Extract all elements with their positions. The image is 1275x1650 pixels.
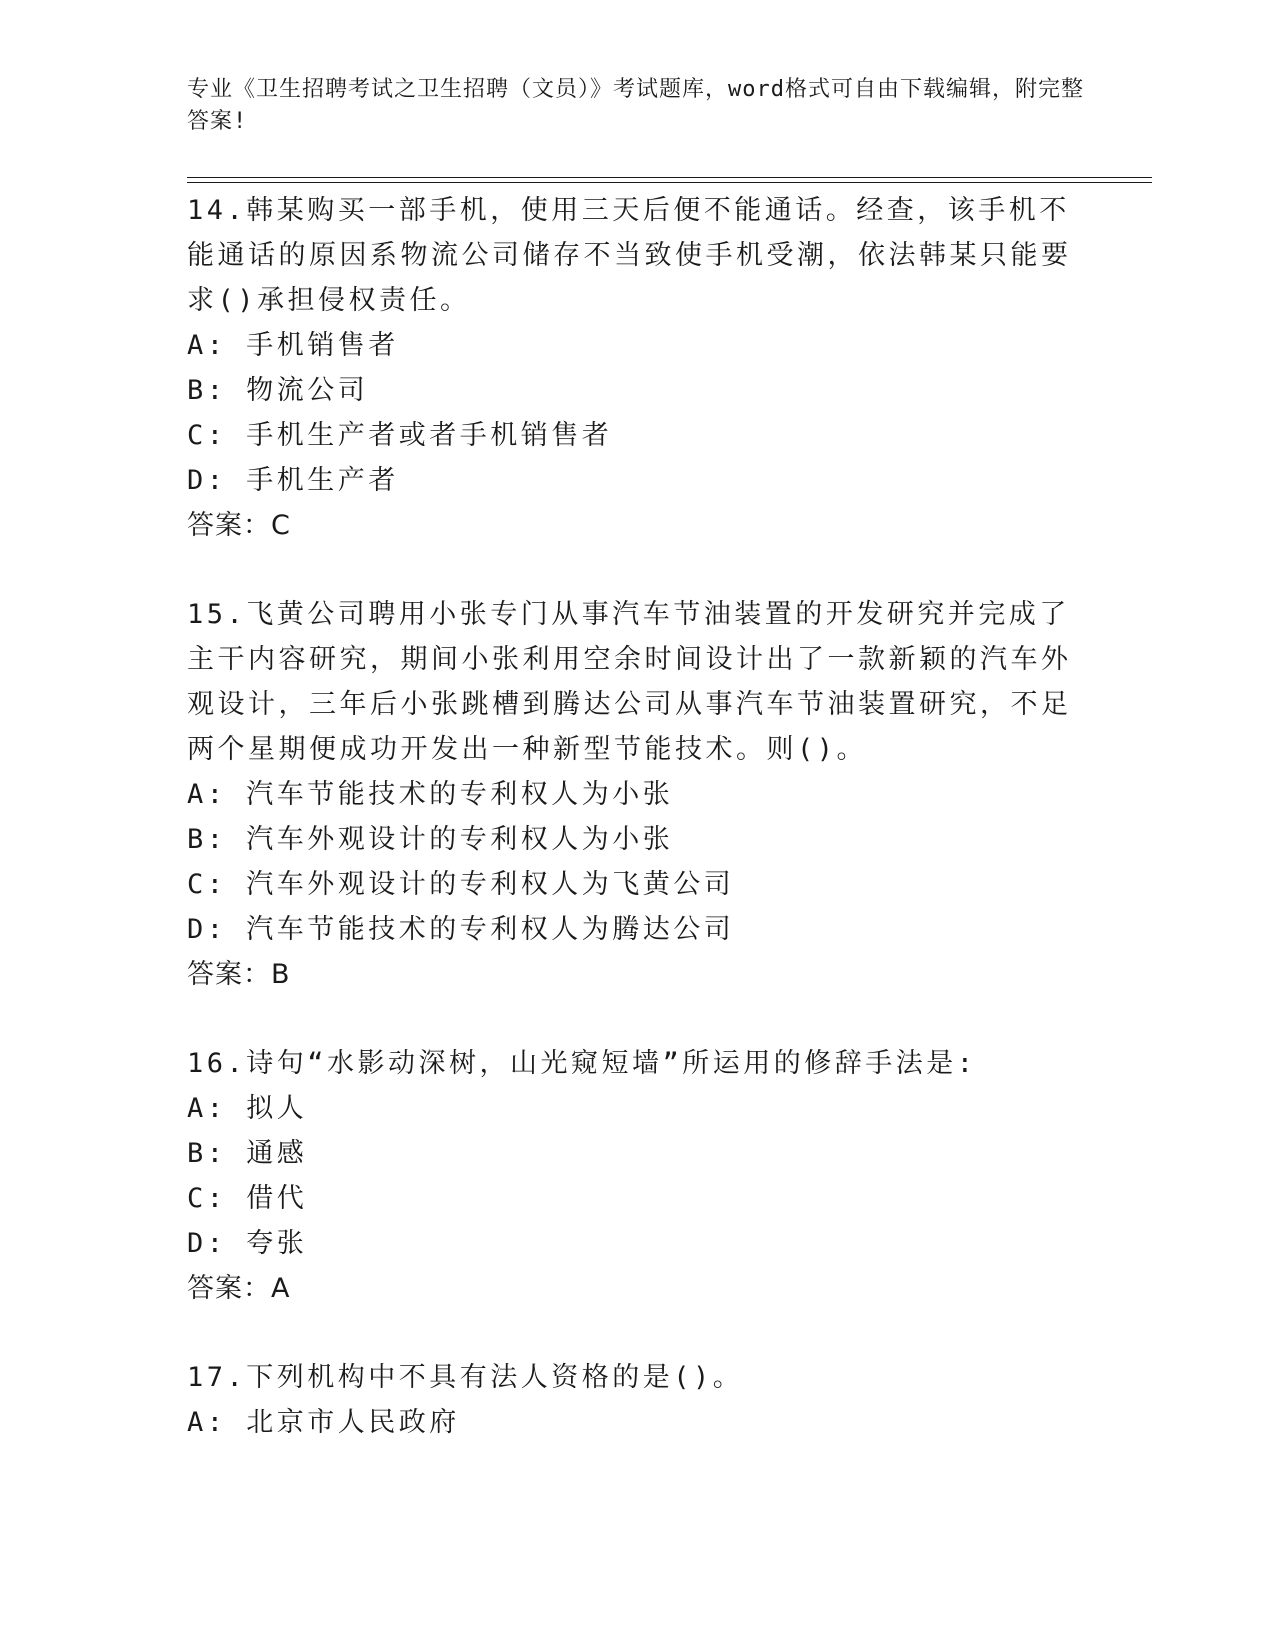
header-divider-top <box>187 177 1152 178</box>
answer: 答案：A <box>187 1273 291 1304</box>
question-list <box>187 188 1087 1489</box>
option-text: 汽车节能技术的专利权人为腾达公司 <box>246 914 735 945</box>
option-text: 汽车外观设计的专利权人为飞黄公司 <box>246 869 735 900</box>
option-text: 汽车节能技术的专利权人为小张 <box>246 779 674 810</box>
option-text: 手机生产者 <box>246 465 399 496</box>
option-b <box>187 817 1087 862</box>
option-label: A: <box>187 1093 227 1124</box>
option-d <box>187 907 1087 952</box>
option-text: 手机生产者或者手机销售者 <box>246 420 613 451</box>
option-c <box>187 413 1087 458</box>
option-label: B: <box>187 375 227 406</box>
option-text: 通感 <box>246 1138 308 1169</box>
option-text: 物流公司 <box>246 375 369 406</box>
option-text: 夸张 <box>246 1228 308 1259</box>
question-stem: 16.诗句“水影动深树，山光窥短墙”所运用的修辞手法是: <box>187 1048 977 1079</box>
option-label: D: <box>187 914 227 945</box>
option-text: 拟人 <box>246 1093 308 1124</box>
option-label: B: <box>187 824 227 855</box>
option-text: 借代 <box>246 1183 308 1214</box>
option-text: 北京市人民政府 <box>246 1407 460 1438</box>
option-d <box>187 458 1087 503</box>
question-14 <box>187 188 1087 548</box>
option-c <box>187 1176 1087 1221</box>
question-stem: 14.韩某购买一部手机，使用三天后便不能通话。经查，该手机不能通话的原因系物流公司储存不当致使手机受潮，依法韩某只能要求()承担侵权责任。 <box>187 195 1072 316</box>
option-label: C: <box>187 869 227 900</box>
question-stem: 15.飞黄公司聘用小张专门从事汽车节油装置的开发研究并完成了主干内容研究，期间小张利用空余时间设计出了一款新颖的汽车外观设计，三年后小张跳槽到腾达公司从事汽车节油装置研究，不足两个星期便成功开发出一种新型节能技术。则()。 <box>187 599 1072 765</box>
option-label: D: <box>187 1228 227 1259</box>
option-label: A: <box>187 1407 227 1438</box>
option-b <box>187 368 1087 413</box>
option-label: D: <box>187 465 227 496</box>
option-a <box>187 1400 1087 1445</box>
option-label: A: <box>187 330 227 361</box>
option-c <box>187 862 1087 907</box>
question-stem: 17.下列机构中不具有法人资格的是()。 <box>187 1362 744 1393</box>
page-header: 专业《卫生招聘考试之卫生招聘（文员）》考试题库，word格式可自由下载编辑，附完整答案! <box>187 77 1084 134</box>
option-label: C: <box>187 1183 227 1214</box>
question-16 <box>187 1041 1087 1311</box>
question-15 <box>187 592 1087 997</box>
option-label: C: <box>187 420 227 451</box>
question-17 <box>187 1355 1087 1445</box>
option-b <box>187 1131 1087 1176</box>
option-text: 汽车外观设计的专利权人为小张 <box>246 824 674 855</box>
option-label: B: <box>187 1138 227 1169</box>
option-d <box>187 1221 1087 1266</box>
option-a <box>187 323 1087 368</box>
option-a <box>187 772 1087 817</box>
option-text: 手机销售者 <box>246 330 399 361</box>
answer: 答案：C <box>187 510 291 541</box>
option-a <box>187 1086 1087 1131</box>
header-divider-bottom <box>187 182 1152 183</box>
option-label: A: <box>187 779 227 810</box>
answer: 答案：B <box>187 959 291 990</box>
